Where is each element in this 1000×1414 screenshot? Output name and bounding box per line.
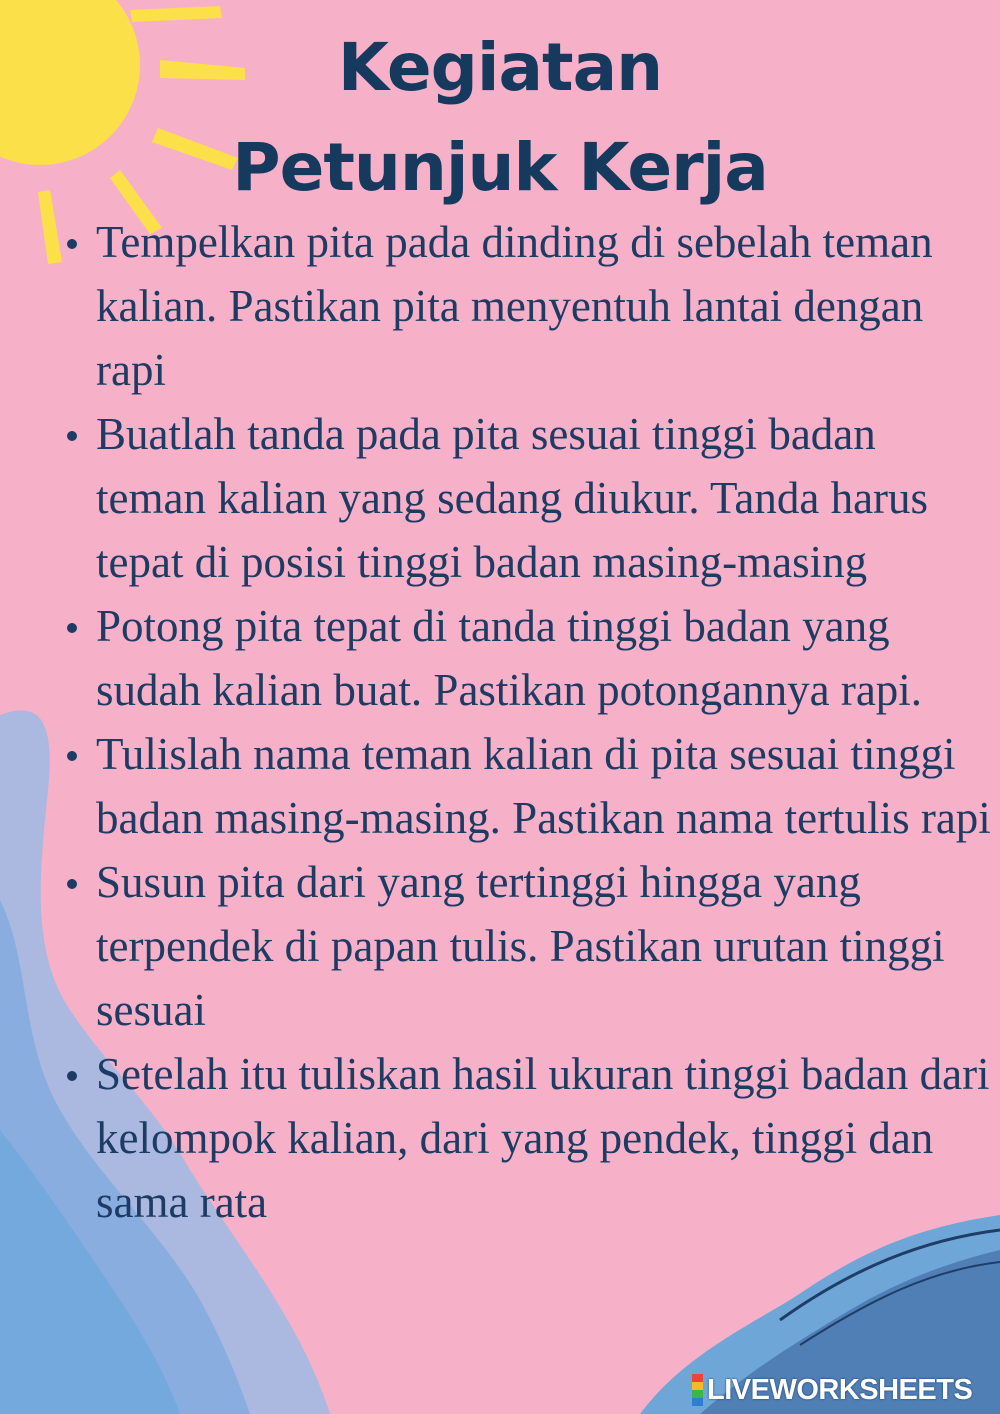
- list-item: Susun pita dari yang tertinggi hingga yang terpendek di papan tulis. Pastikan urutan tinggi sesuai: [96, 850, 996, 1042]
- title-line-2: Petunjuk Kerja: [232, 129, 768, 206]
- list-item: Buatlah tanda pada pita sesuai tinggi badan teman kalian yang sedang diukur. Tanda harus tepat di posisi tinggi badan masing-masing: [96, 402, 996, 594]
- liveworksheets-logo-icon: [692, 1374, 703, 1406]
- page-title: [0, 18, 1000, 218]
- list-item: Setelah itu tuliskan hasil ukuran tinggi badan dari kelompok kalian, dari yang pendek, tinggi dan sama rata: [96, 1042, 996, 1234]
- list-item: Tulislah nama teman kalian di pita sesuai tinggi badan masing-masing. Pastikan nama tertulis rapi: [96, 722, 996, 850]
- list-item: Potong pita tepat di tanda tinggi badan yang sudah kalian buat. Pastikan potongannya rapi.: [96, 594, 996, 722]
- liveworksheets-watermark: [692, 1372, 972, 1408]
- watermark-text: LIVEWORKSHEETS: [707, 1373, 973, 1406]
- instruction-list: [96, 210, 996, 1234]
- list-item: Tempelkan pita pada dinding di sebelah teman kalian. Pastikan pita menyentuh lantai dengan rapi: [96, 210, 996, 402]
- title-line-1: Kegiatan: [337, 29, 663, 106]
